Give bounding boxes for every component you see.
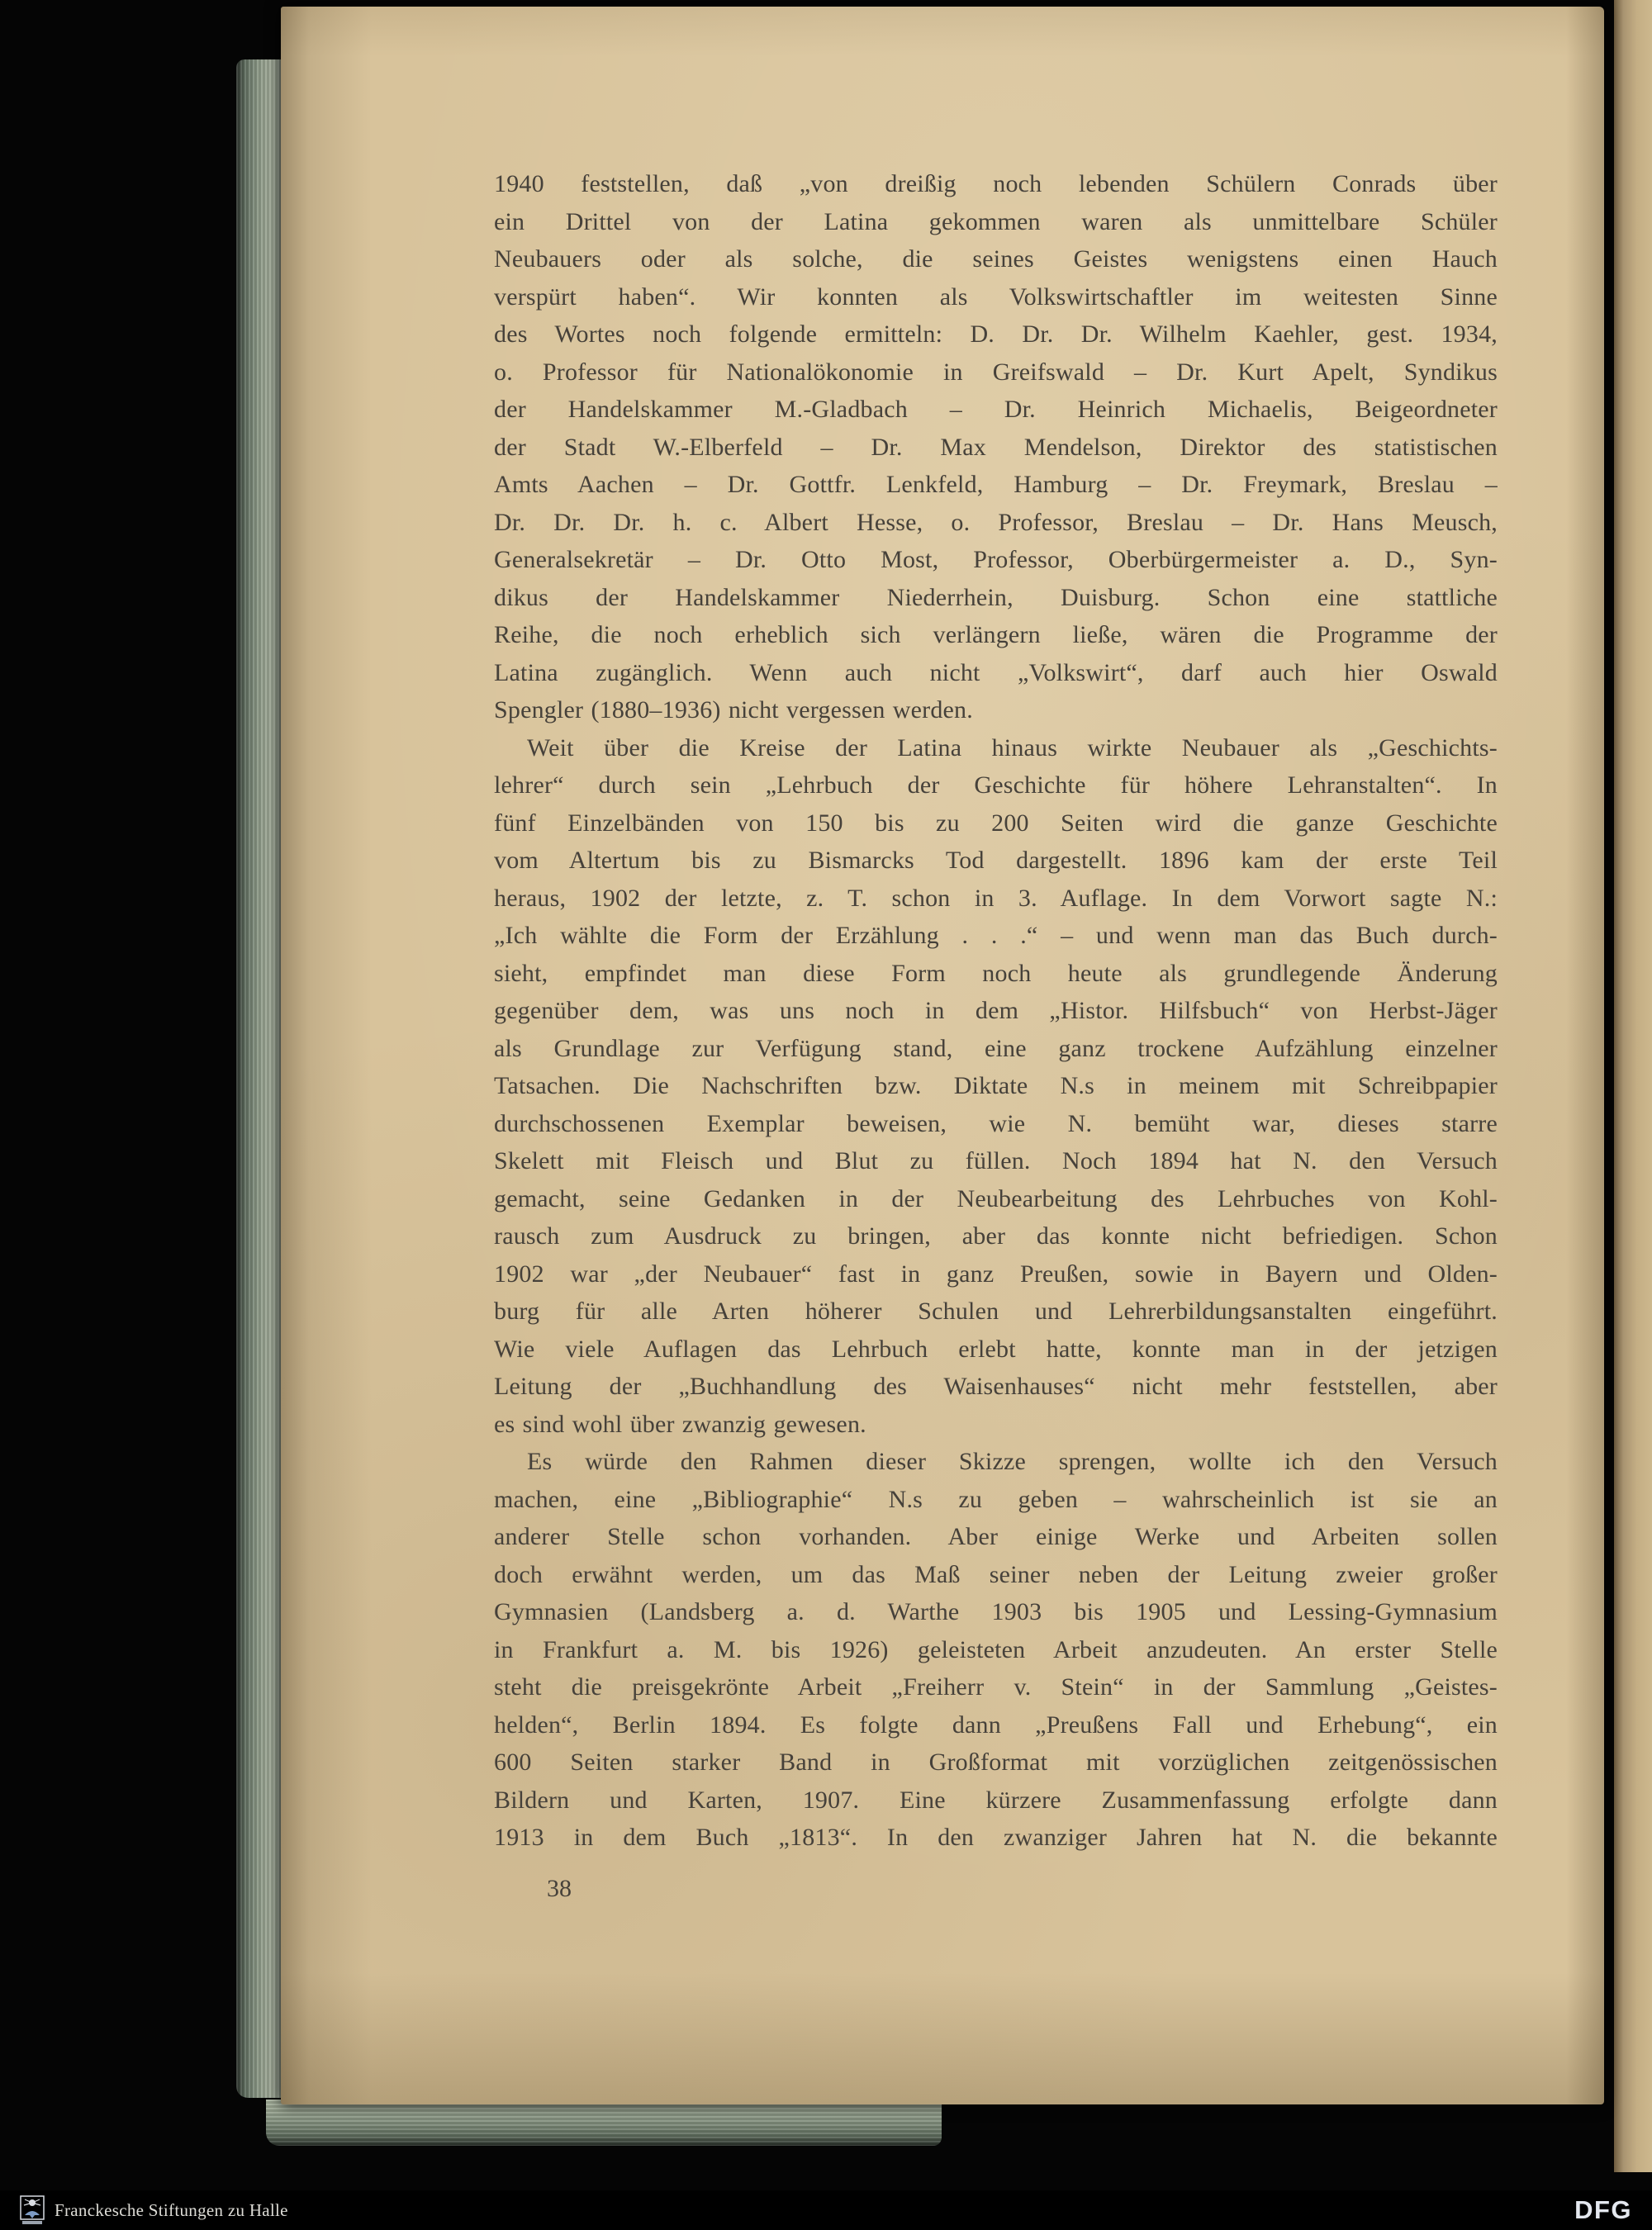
text-line: Bildern und Karten, 1907. Eine kürzere Zusammenfassung erfolgte dann: [494, 1786, 1498, 1814]
text-line: der Handelskammer M.-Gladbach – Dr. Heinrich Michaelis, Beigeordneter: [494, 396, 1498, 423]
page-stack-bottom-edge: [266, 2100, 942, 2146]
text-line: verspürt haben“. Wir konnten als Volkswirtschaftler im weitesten Sinne: [494, 282, 1498, 311]
adjacent-page-edge: [1614, 0, 1652, 2172]
text-line: des Wortes noch folgende ermitteln: D. Dr. Dr. Wilhelm Kaehler, gest. 1934,: [494, 320, 1498, 348]
text-line: Spengler (1880–1936) nicht vergessen werden.: [494, 696, 973, 724]
scanned-page: [281, 7, 1604, 2104]
text-line: 600 Seiten starker Band in Großformat mit vorzüglichen zeitgenössischen: [494, 1748, 1498, 1776]
text-line: sieht, empfindet man diese Form noch heute als grundlegende Änderung: [494, 959, 1498, 987]
text-line: 1940 feststellen, daß „von dreißig noch lebenden Schülern Conrads über: [494, 170, 1498, 197]
text-line: Latina zugänglich. Wenn auch nicht „Volkswirt“, darf auch hier Oswald: [494, 658, 1498, 686]
text-line: ein Drittel von der Latina gekommen waren als unmittelbare Schüler: [494, 207, 1498, 235]
text-line: Reihe, die noch erheblich sich verlängern ließe, wären die Programme der: [494, 621, 1498, 648]
text-line: Tatsachen. Die Nachschriften bzw. Diktate N.s in meinem mit Schreibpapier: [494, 1072, 1498, 1099]
institution-label: Franckesche Stiftungen zu Halle: [55, 2199, 288, 2220]
text-line: Gymnasien (Landsberg a. d. Warthe 1903 bis 1905 und Lessing-Gymnasium: [494, 1598, 1498, 1625]
text-line: Skelett mit Fleisch und Blut zu füllen. Noch 1894 hat N. den Versuch: [494, 1147, 1498, 1174]
footer-left: [20, 2195, 288, 2225]
text-line: doch erwähnt werden, um das Maß seiner neben der Leitung zweier großer: [494, 1560, 1498, 1588]
text-line: helden“, Berlin 1894. Es folgte dann „Preußens Fall und Erhebung“, ein: [494, 1710, 1498, 1739]
text-line: gegenüber dem, was uns noch in dem „Histor. Hilfsbuch“ von Herbst-Jäger: [494, 997, 1498, 1024]
text-line: Amts Aachen – Dr. Gottfr. Lenkfeld, Hamburg – Dr. Freymark, Breslau –: [494, 471, 1498, 498]
text-line: steht die preisgekrönte Arbeit „Freiherr v. Stein“ in der Sammlung „Geistes-: [494, 1673, 1498, 1701]
paragraph: [494, 1443, 1498, 1857]
text-line: machen, eine „Bibliographie“ N.s zu geben – wahrscheinlich ist sie an: [494, 1485, 1498, 1513]
text-line: anderer Stelle schon vorhanden. Aber einige Werke und Arbeiten sollen: [494, 1523, 1498, 1550]
text-line: es sind wohl über zwanzig gewesen.: [494, 1410, 866, 1438]
dfg-logo: [1574, 2195, 1632, 2225]
text-line: als Grundlage zur Verfügung stand, eine ganz trockene Aufzählung einzelner: [494, 1034, 1498, 1062]
text-line: rausch zum Ausdruck zu bringen, aber das konnte nicht befriedigen. Schon: [494, 1222, 1498, 1250]
text-line: Es würde den Rahmen dieser Skizze sprengen, wollte ich den Versuch: [527, 1448, 1498, 1475]
text-line: burg für alle Arten höherer Schulen und Lehrerbildungsanstalten eingeführt.: [494, 1298, 1498, 1325]
text-line: fünf Einzelbänden von 150 bis zu 200 Seiten wird die ganze Geschichte: [494, 809, 1498, 837]
text-line: heraus, 1902 der letzte, z. T. schon in 3. Auflage. In dem Vorwort sagte N.:: [494, 884, 1498, 912]
text-line: Weit über die Kreise der Latina hinaus wirkte Neubauer als „Geschichts-: [527, 733, 1498, 762]
paragraph: [494, 165, 1498, 729]
text-block: [494, 165, 1498, 1857]
page-stack-left-edge: [236, 59, 284, 2098]
text-line: Neubauers oder als solche, die seines Geistes wenigstens einen Hauch: [494, 245, 1498, 273]
text-line: Wie viele Auflagen das Lehrbuch erlebt hatte, konnte man in der jetzigen: [494, 1335, 1498, 1363]
page-number: 38: [547, 1875, 572, 1902]
footer-bar: [0, 2190, 1652, 2230]
text-line: vom Altertum bis zu Bismarcks Tod dargestellt. 1896 kam der erste Teil: [494, 847, 1498, 874]
text-line: Generalsekretär – Dr. Otto Most, Professor, Oberbürgermeister a. D., Syn-: [494, 546, 1498, 573]
text-line: in Frankfurt a. M. bis 1926) geleisteten Arbeit anzudeuten. An erster Stelle: [494, 1635, 1498, 1663]
dfg-logo-text: DFG: [1574, 2195, 1632, 2224]
text-line: o. Professor für Nationalökonomie in Greifswald – Dr. Kurt Apelt, Syndikus: [494, 358, 1498, 386]
text-line: Dr. Dr. Dr. h. c. Albert Hesse, o. Professor, Breslau – Dr. Hans Meusch,: [494, 508, 1498, 536]
franckesche-stiftungen-logo-icon: [20, 2195, 45, 2225]
text-line: lehrer“ durch sein „Lehrbuch der Geschichte für höhere Lehranstalten“. In: [494, 771, 1498, 799]
text-line: durchschossenen Exemplar beweisen, wie N. bemüht war, dieses starre: [494, 1109, 1498, 1137]
text-line: der Stadt W.-Elberfeld – Dr. Max Mendelson, Direktor des statistischen: [494, 433, 1498, 461]
text-line: dikus der Handelskammer Niederrhein, Duisburg. Schon eine stattliche: [494, 583, 1498, 611]
text-line: 1902 war „der Neubauer“ fast in ganz Preußen, sowie in Bayern und Olden-: [494, 1260, 1498, 1288]
text-line: 1913 in dem Buch „1813“. In den zwanziger Jahren hat N. die bekannte: [494, 1824, 1498, 1851]
paragraph: [494, 729, 1498, 1444]
text-line: gemacht, seine Gedanken in der Neubearbeitung des Lehrbuches von Kohl-: [494, 1184, 1498, 1212]
text-line: „Ich wählte die Form der Erzählung . . .“ – und wenn man das Buch durch-: [494, 922, 1498, 949]
text-line: Leitung der „Buchhandlung des Waisenhauses“ nicht mehr feststellen, aber: [494, 1373, 1498, 1400]
